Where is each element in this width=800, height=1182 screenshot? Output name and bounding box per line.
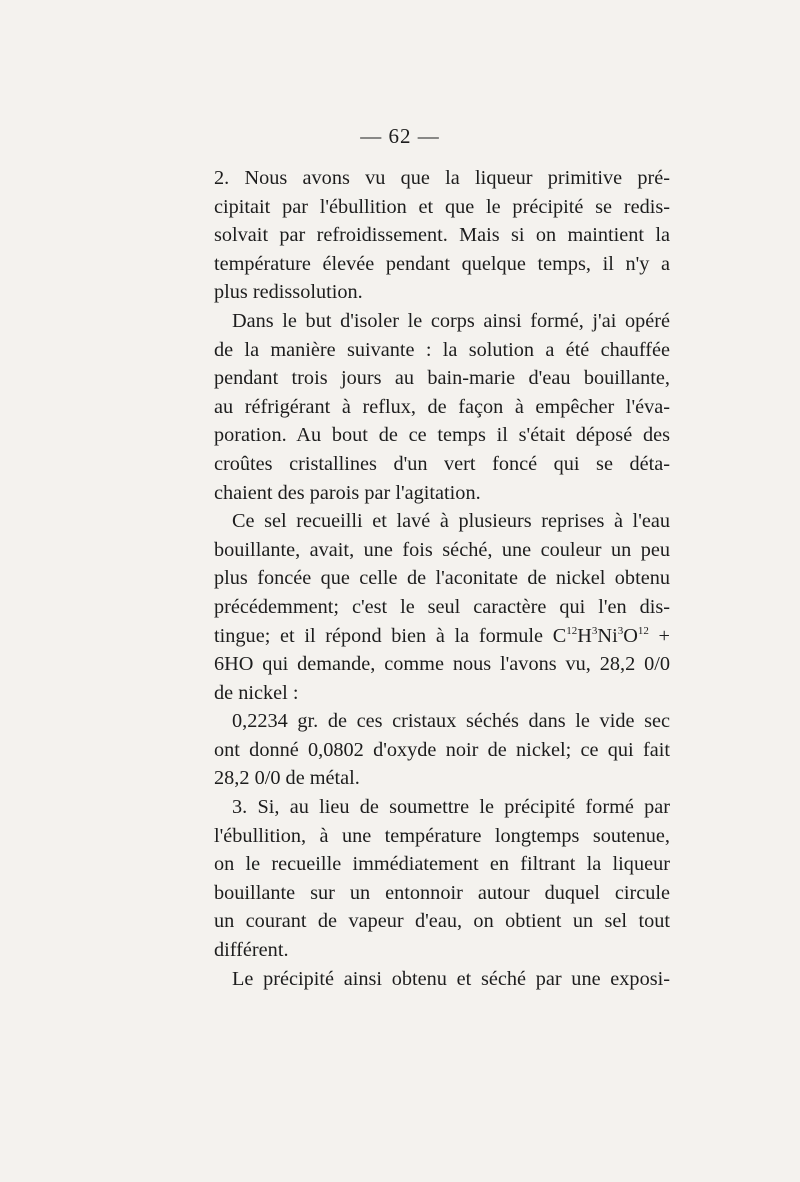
text-line: plus redissolution. [214, 281, 363, 304]
paragraph-4 [214, 707, 670, 793]
text-line: croûtes cristallines d'un vert foncé qui se déta- [214, 452, 670, 475]
text-line: bouillante sur un entonnoir autour duquel circule [214, 881, 670, 904]
paragraph-6 [214, 965, 670, 994]
text-line-part: tingue; et il répond bien à la formule [214, 624, 544, 647]
text-line: plus foncée que celle de l'aconitate de nickel obtenu [214, 567, 670, 590]
text-line: de nickel : [214, 681, 299, 704]
text-line: chaient des parois par l'agitation. [214, 481, 481, 504]
text-line: 28,2 0/0 de métal. [214, 767, 360, 790]
text-line: ont donné 0,0802 d'oxyde noir de nickel; ce qui fait [214, 738, 670, 761]
text-line: cipitait par l'ébullition et que le précipité se redis- [214, 195, 670, 218]
text-line: un courant de vapeur d'eau, on obtient un sel tout [214, 910, 670, 933]
paragraph-3 [214, 507, 670, 707]
text-line: différent. [214, 939, 289, 962]
text-line: l'ébullition, à une température longtemps soutenue, [214, 824, 670, 847]
text-line: poration. Au bout de ce temps il s'était déposé des [214, 424, 670, 447]
chemical-formula: $C^{12}H^3Ni^3O^{12}$ + [552, 624, 670, 647]
text-line: température élevée pendant quelque temps, il n'y a [214, 252, 670, 275]
text-line: on le recueille immédiatement en filtrant la liqueur [214, 853, 670, 876]
text-line: solvait par refroidissement. Mais si on maintient la [214, 224, 670, 247]
text-line: précédemment; c'est le seul caractère qui l'en dis- [214, 595, 670, 618]
paragraph-1 [214, 164, 670, 307]
paragraph-2 [214, 307, 670, 507]
text-line: pendant trois jours au bain-marie d'eau bouillante, [214, 367, 670, 390]
body-text [214, 164, 670, 993]
text-line: de la manière suivante : la solution a été chauffée [214, 338, 670, 361]
text-line: bouillante, avait, une fois séché, une couleur un peu [214, 538, 670, 561]
formula-line [214, 622, 670, 651]
paragraph-5 [214, 793, 670, 965]
text-line: 6HO qui demande, comme nous l'avons vu, 28,2 0/0 [214, 653, 670, 676]
text-line: Dans le but d'isoler le corps ainsi formé, j'ai opéré [232, 309, 670, 332]
text-line: Le précipité ainsi obtenu et séché par une exposi- [232, 967, 670, 990]
text-line: Ce sel recueilli et lavé à plusieurs reprises à l'eau [232, 510, 670, 533]
text-line: 0,2234 gr. de ces cristaux séchés dans le vide sec [232, 710, 670, 733]
page-number: — 62 — [360, 124, 440, 148]
text-line: 3. Si, au lieu de soumettre le précipité formé par [232, 796, 670, 819]
text-line: au réfrigérant à reflux, de façon à empêcher l'éva- [214, 395, 670, 418]
text-line: 2. Nous avons vu que la liqueur primitive pré- [214, 167, 670, 189]
